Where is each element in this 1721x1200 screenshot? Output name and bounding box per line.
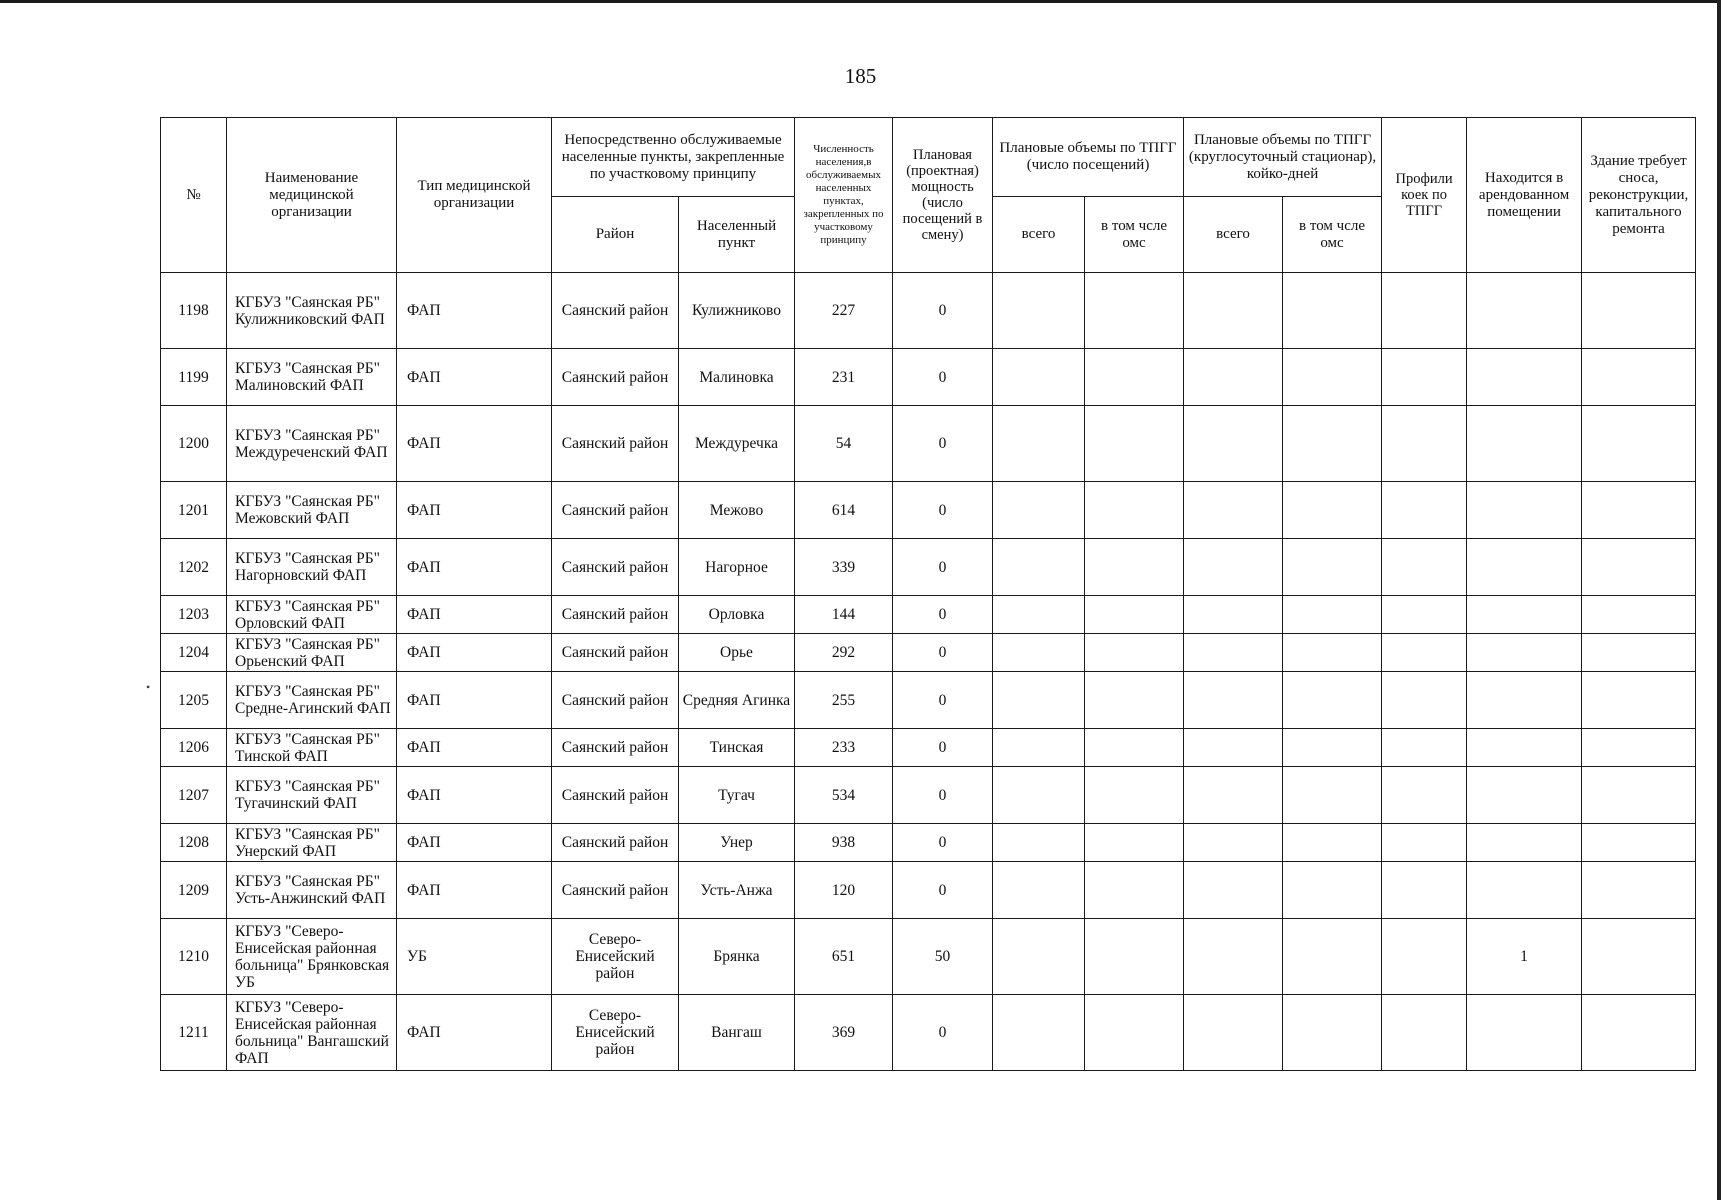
cell-district: Северо-Енисейский район [552, 995, 679, 1071]
cell-population: 227 [795, 273, 893, 349]
header-tpgg-beds: Плановые объемы по ТПГГ (круглосуточный стационар), койко-дней [1184, 118, 1382, 197]
cell-demolition [1582, 729, 1696, 767]
cell-org-name: КГБУЗ "Саянская РБ" Тинской ФАП [227, 729, 397, 767]
header-visits-total: всего [993, 197, 1085, 273]
cell-num: 1207 [161, 767, 227, 824]
cell-rented [1467, 539, 1582, 596]
cell-settlement: Орье [679, 634, 795, 672]
cell-org-type: ФАП [397, 862, 552, 919]
cell-beds-total [1184, 729, 1283, 767]
table-row [161, 482, 1696, 539]
cell-population: 369 [795, 995, 893, 1071]
cell-org-name: КГБУЗ "Саянская РБ" Орьенский ФАП [227, 634, 397, 672]
cell-population: 651 [795, 919, 893, 995]
cell-visits-oms [1085, 539, 1184, 596]
cell-org-type: ФАП [397, 729, 552, 767]
cell-bed-profiles [1382, 349, 1467, 406]
cell-visits-total [993, 273, 1085, 349]
cell-population: 614 [795, 482, 893, 539]
cell-beds-total [1184, 672, 1283, 729]
cell-demolition [1582, 349, 1696, 406]
cell-demolition [1582, 634, 1696, 672]
cell-population: 120 [795, 862, 893, 919]
cell-num: 1210 [161, 919, 227, 995]
cell-beds-oms [1283, 596, 1382, 634]
cell-visits-oms [1085, 824, 1184, 862]
cell-visits-total [993, 672, 1085, 729]
cell-org-type: ФАП [397, 596, 552, 634]
cell-visits-oms [1085, 273, 1184, 349]
table-header [161, 118, 1696, 273]
cell-rented: 1 [1467, 919, 1582, 995]
cell-demolition [1582, 767, 1696, 824]
cell-org-name: КГБУЗ "Саянская РБ" Унерский ФАП [227, 824, 397, 862]
header-population: Численность населения,в обслуживаемых населенных пунктах, закрепленных по участковому принципу [795, 118, 893, 273]
cell-bed-profiles [1382, 672, 1467, 729]
cell-num: 1209 [161, 862, 227, 919]
cell-bed-profiles [1382, 273, 1467, 349]
cell-demolition [1582, 539, 1696, 596]
scan-right-edge [1717, 0, 1721, 1200]
cell-settlement: Усть-Анжа [679, 862, 795, 919]
cell-district: Саянский район [552, 273, 679, 349]
cell-visits-oms [1085, 767, 1184, 824]
header-org-type: Тип медицинской организации [397, 118, 552, 273]
cell-visits-total [993, 539, 1085, 596]
cell-beds-oms [1283, 349, 1382, 406]
cell-capacity: 0 [893, 729, 993, 767]
cell-org-type: ФАП [397, 406, 552, 482]
table-row [161, 539, 1696, 596]
cell-num: 1201 [161, 482, 227, 539]
cell-visits-total [993, 482, 1085, 539]
cell-population: 144 [795, 596, 893, 634]
cell-settlement: Брянка [679, 919, 795, 995]
cell-visits-oms [1085, 596, 1184, 634]
cell-bed-profiles [1382, 539, 1467, 596]
cell-demolition [1582, 862, 1696, 919]
table-row [161, 349, 1696, 406]
cell-org-type: ФАП [397, 767, 552, 824]
cell-demolition [1582, 824, 1696, 862]
cell-bed-profiles [1382, 482, 1467, 539]
cell-beds-oms [1283, 919, 1382, 995]
cell-demolition [1582, 273, 1696, 349]
header-capacity: Плановая (проектная) мощность (число посещений в смену) [893, 118, 993, 273]
cell-capacity: 0 [893, 539, 993, 596]
cell-visits-total [993, 596, 1085, 634]
header-visits-oms: в том чсле омс [1085, 197, 1184, 273]
cell-visits-oms [1085, 729, 1184, 767]
cell-district: Саянский район [552, 862, 679, 919]
cell-visits-oms [1085, 672, 1184, 729]
cell-org-name: КГБУЗ "Саянская РБ" Малиновский ФАП [227, 349, 397, 406]
cell-beds-oms [1283, 406, 1382, 482]
cell-settlement: Малиновка [679, 349, 795, 406]
table-row [161, 729, 1696, 767]
cell-district: Саянский район [552, 482, 679, 539]
cell-rented [1467, 349, 1582, 406]
cell-capacity: 0 [893, 862, 993, 919]
cell-settlement: Тугач [679, 767, 795, 824]
cell-beds-total [1184, 596, 1283, 634]
cell-visits-total [993, 824, 1085, 862]
cell-rented [1467, 273, 1582, 349]
cell-capacity: 0 [893, 824, 993, 862]
cell-district: Саянский район [552, 767, 679, 824]
cell-demolition [1582, 672, 1696, 729]
cell-beds-total [1184, 824, 1283, 862]
header-rented: Находится в арендованном помещении [1467, 118, 1582, 273]
cell-org-name: КГБУЗ "Саянская РБ" Кулижниковский ФАП [227, 273, 397, 349]
cell-org-name: КГБУЗ "Саянская РБ" Нагорновский ФАП [227, 539, 397, 596]
cell-settlement: Нагорное [679, 539, 795, 596]
cell-demolition [1582, 406, 1696, 482]
cell-visits-oms [1085, 634, 1184, 672]
cell-num: 1205 [161, 672, 227, 729]
table-body [161, 273, 1696, 1071]
cell-num: 1200 [161, 406, 227, 482]
cell-org-type: ФАП [397, 539, 552, 596]
cell-demolition [1582, 919, 1696, 995]
cell-visits-total [993, 919, 1085, 995]
cell-visits-oms [1085, 919, 1184, 995]
cell-org-name: КГБУЗ "Северо-Енисейская районная больница" Брянковская УБ [227, 919, 397, 995]
cell-bed-profiles [1382, 824, 1467, 862]
cell-settlement: Тинская [679, 729, 795, 767]
cell-org-type: ФАП [397, 273, 552, 349]
cell-visits-oms [1085, 995, 1184, 1071]
table-row [161, 273, 1696, 349]
header-demolition: Здание требует сноса, реконструкции, капитального ремонта [1582, 118, 1696, 273]
table-row [161, 824, 1696, 862]
cell-rented [1467, 672, 1582, 729]
cell-population: 231 [795, 349, 893, 406]
cell-capacity: 0 [893, 672, 993, 729]
cell-beds-total [1184, 995, 1283, 1071]
cell-visits-total [993, 767, 1085, 824]
cell-beds-oms [1283, 273, 1382, 349]
cell-district: Саянский район [552, 672, 679, 729]
cell-org-type: ФАП [397, 634, 552, 672]
cell-rented [1467, 406, 1582, 482]
cell-beds-total [1184, 862, 1283, 919]
cell-capacity: 0 [893, 273, 993, 349]
cell-org-type: ФАП [397, 672, 552, 729]
cell-demolition [1582, 995, 1696, 1071]
cell-district: Саянский район [552, 349, 679, 406]
cell-org-type: УБ [397, 919, 552, 995]
cell-bed-profiles [1382, 767, 1467, 824]
table-row [161, 596, 1696, 634]
cell-org-name: КГБУЗ "Саянская РБ" Тугачинский ФАП [227, 767, 397, 824]
cell-demolition [1582, 596, 1696, 634]
cell-rented [1467, 596, 1582, 634]
cell-beds-oms [1283, 767, 1382, 824]
header-beds-total: всего [1184, 197, 1283, 273]
cell-org-name: КГБУЗ "Саянская РБ" Орловский ФАП [227, 596, 397, 634]
table-row [161, 862, 1696, 919]
cell-district: Саянский район [552, 596, 679, 634]
cell-beds-oms [1283, 995, 1382, 1071]
cell-visits-total [993, 406, 1085, 482]
cell-bed-profiles [1382, 862, 1467, 919]
cell-num: 1204 [161, 634, 227, 672]
cell-demolition [1582, 482, 1696, 539]
cell-district: Северо-Енисейский район [552, 919, 679, 995]
cell-org-type: ФАП [397, 824, 552, 862]
cell-num: 1206 [161, 729, 227, 767]
scan-speck: • [146, 680, 151, 694]
cell-population: 339 [795, 539, 893, 596]
cell-bed-profiles [1382, 596, 1467, 634]
cell-rented [1467, 995, 1582, 1071]
cell-bed-profiles [1382, 729, 1467, 767]
cell-district: Саянский район [552, 634, 679, 672]
cell-capacity: 0 [893, 767, 993, 824]
cell-population: 292 [795, 634, 893, 672]
cell-district: Саянский район [552, 539, 679, 596]
cell-beds-total [1184, 273, 1283, 349]
cell-visits-oms [1085, 349, 1184, 406]
cell-beds-total [1184, 406, 1283, 482]
table-row [161, 995, 1696, 1071]
cell-beds-total [1184, 539, 1283, 596]
cell-beds-total [1184, 634, 1283, 672]
cell-num: 1199 [161, 349, 227, 406]
cell-capacity: 0 [893, 482, 993, 539]
cell-capacity: 50 [893, 919, 993, 995]
cell-settlement: Кулижниково [679, 273, 795, 349]
cell-beds-total [1184, 919, 1283, 995]
cell-org-name: КГБУЗ "Саянская РБ" Межовский ФАП [227, 482, 397, 539]
header-num: № [161, 118, 227, 273]
cell-bed-profiles [1382, 919, 1467, 995]
cell-org-name: КГБУЗ "Саянская РБ" Средне-Агинский ФАП [227, 672, 397, 729]
header-bed-profiles: Профили коек по ТПГГ [1382, 118, 1467, 273]
cell-bed-profiles [1382, 634, 1467, 672]
cell-rented [1467, 824, 1582, 862]
facilities-table [160, 117, 1696, 1071]
cell-org-type: ФАП [397, 995, 552, 1071]
cell-org-type: ФАП [397, 349, 552, 406]
cell-visits-total [993, 862, 1085, 919]
cell-rented [1467, 634, 1582, 672]
cell-capacity: 0 [893, 596, 993, 634]
cell-settlement: Унер [679, 824, 795, 862]
cell-rented [1467, 729, 1582, 767]
table-row [161, 406, 1696, 482]
cell-num: 1203 [161, 596, 227, 634]
cell-settlement: Средняя Агинка [679, 672, 795, 729]
cell-beds-oms [1283, 729, 1382, 767]
cell-org-name: КГБУЗ "Саянская РБ" Междуреченский ФАП [227, 406, 397, 482]
cell-population: 233 [795, 729, 893, 767]
cell-beds-oms [1283, 672, 1382, 729]
header-served-settlements: Непосредственно обслуживаемые населенные пункты, закрепленные по участковому принципу [552, 118, 795, 197]
cell-visits-total [993, 995, 1085, 1071]
cell-capacity: 0 [893, 995, 993, 1071]
cell-beds-total [1184, 349, 1283, 406]
cell-rented [1467, 767, 1582, 824]
table-row [161, 634, 1696, 672]
header-settlement: Населенный пункт [679, 197, 795, 273]
header-district: Район [552, 197, 679, 273]
cell-district: Саянский район [552, 824, 679, 862]
cell-beds-total [1184, 482, 1283, 539]
cell-beds-total [1184, 767, 1283, 824]
cell-district: Саянский район [552, 729, 679, 767]
cell-num: 1211 [161, 995, 227, 1071]
cell-org-type: ФАП [397, 482, 552, 539]
cell-settlement: Вангаш [679, 995, 795, 1071]
cell-population: 255 [795, 672, 893, 729]
cell-beds-oms [1283, 634, 1382, 672]
cell-beds-oms [1283, 539, 1382, 596]
cell-district: Саянский район [552, 406, 679, 482]
cell-org-name: КГБУЗ "Северо-Енисейская районная больница" Вангашский ФАП [227, 995, 397, 1071]
cell-visits-total [993, 729, 1085, 767]
cell-population: 534 [795, 767, 893, 824]
header-beds-oms: в том чсле омс [1283, 197, 1382, 273]
page-number: 185 [844, 64, 877, 88]
header-org-name: Наименование медицинской организации [227, 118, 397, 273]
cell-rented [1467, 862, 1582, 919]
cell-beds-oms [1283, 824, 1382, 862]
cell-population: 938 [795, 824, 893, 862]
cell-settlement: Орловка [679, 596, 795, 634]
header-tpgg-visits: Плановые объемы по ТПГГ (число посещений) [993, 118, 1184, 197]
cell-visits-oms [1085, 482, 1184, 539]
table-row [161, 767, 1696, 824]
cell-visits-oms [1085, 862, 1184, 919]
cell-org-name: КГБУЗ "Саянская РБ" Усть-Анжинский ФАП [227, 862, 397, 919]
cell-population: 54 [795, 406, 893, 482]
cell-num: 1208 [161, 824, 227, 862]
table-row [161, 919, 1696, 995]
cell-beds-oms [1283, 482, 1382, 539]
table-row [161, 672, 1696, 729]
cell-bed-profiles [1382, 406, 1467, 482]
cell-num: 1198 [161, 273, 227, 349]
cell-capacity: 0 [893, 349, 993, 406]
cell-num: 1202 [161, 539, 227, 596]
cell-bed-profiles [1382, 995, 1467, 1071]
cell-settlement: Междуречка [679, 406, 795, 482]
cell-capacity: 0 [893, 406, 993, 482]
cell-beds-oms [1283, 862, 1382, 919]
cell-settlement: Межово [679, 482, 795, 539]
cell-rented [1467, 482, 1582, 539]
cell-capacity: 0 [893, 634, 993, 672]
cell-visits-total [993, 634, 1085, 672]
cell-visits-oms [1085, 406, 1184, 482]
cell-visits-total [993, 349, 1085, 406]
scan-top-edge [0, 0, 1721, 3]
